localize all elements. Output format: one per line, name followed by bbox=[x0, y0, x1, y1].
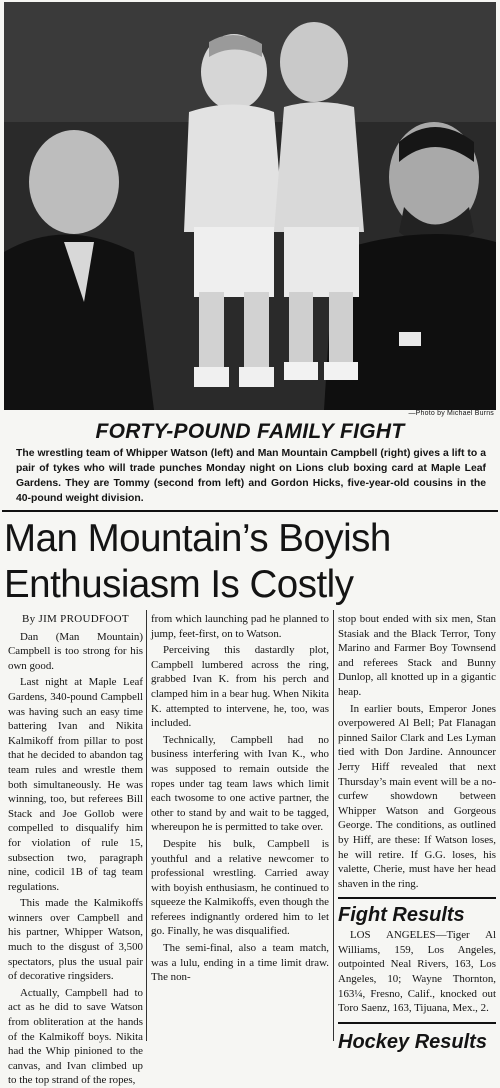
section-divider bbox=[338, 897, 496, 899]
section-divider bbox=[2, 510, 498, 512]
column-divider bbox=[333, 610, 334, 1041]
paragraph: The semi-final, also a team match, was a lulu, ending in a time limit draw. The non- bbox=[151, 942, 329, 984]
paragraph: stop bout ended with six men, Stan Stasiak and the Black Terror, Tony Marino and Farmer Boy Townsend and referees Stack and Bunny Dunlop, all knotted up in a gigantic heap. bbox=[338, 613, 496, 698]
caption-body: The wrestling team of Whipper Watson (left) and Man Mountain Campbell (right) gives a lift to a pair of tykes who will trade punches Monday night on Lions club boxing card at Maple Leaf Gardens. They are Tommy (second from left) and Gordon Hicks, five-year-old cousins in the 40-pound weight division. bbox=[16, 448, 486, 504]
paragraph: from which launching pad he planned to jump, feet-first, on to Watson. bbox=[151, 613, 329, 640]
paragraph: Actually, Campbell had to act as he did to save Watson from obliteration at the hands of the Kalmikoff boys. Nikita had the Whip pinioned to the canvas, and Ivan climbed up to the top strand of the ropes, bbox=[8, 986, 143, 1087]
caption-title: FORTY-POUND FAMILY FIGHT bbox=[95, 420, 405, 443]
byline: By JIM PROUDFOOT bbox=[22, 613, 129, 625]
fight-results-body: LOS ANGELES—Tiger Al Williams, 159, Los Angeles, outpointed Neal Rivers, 163, Los Angeles, 10; Wayne Thornton, 163¼, Fresno, Calif., knocked out Toro Saenz, 163, Tijuana, Mex., 2. bbox=[338, 929, 496, 1015]
wrestlers-photo-illustration bbox=[4, 2, 496, 410]
paragraph: Last night at Maple Leaf Gardens, 340-pound Campbell was having such an easy time battering Ivan and Nikita Kalmikoff from pillar to post that he decided to abandon tag team rules and wrestle them both simultaneously. He was winning, too, but referees Bill Stack and Joe Gollob were compelled to disqualify him for violation of rule 15, subsection two, paragraph nine, codicil 1B of tag team regulations. bbox=[8, 676, 143, 893]
paragraph: Technically, Campbell had no business interfering with Ivan K., who was supposed to remain outside the ropes under tag team laws which limit each twosome to one active partner, the other to stand by and wait to be tagged, whereupon he is permitted to take over. bbox=[151, 733, 329, 834]
article-column-1 bbox=[8, 612, 143, 1088]
paragraph: In earlier bouts, Emperor Jones overpowered Al Bell; Pat Flanagan pinned Sailor Clark and Les Lyman tied with Don Jardine. Announcer Jerry Hiff revealed that next Thursday’s main event will be a no-curfew showdown between Whipper Watson and Gorgeous George. The conditions, as outlined by Hiff, are these: If Watson loses, he will retire. If G.G. loses, his valette, Cherie, must have her head shaven in the ring. bbox=[338, 702, 496, 890]
article-column-2 bbox=[151, 612, 329, 985]
paragraph: Despite his bulk, Campbell is youthful and a relative newcomer to professional wrestling. Carried away with boyish enthusiasm, he continued to squeeze the Kalmikoffs, even though the referees indignantly ordered him to let go. Finally, he was disqualified. bbox=[151, 837, 329, 938]
paragraph: Perceiving this dastardly plot, Campbell lumbered across the ring, grabbed Ivan K. from his perch and clamped him in a bear hug. When Nikita K. attempted to intervene, he, too, was included. bbox=[151, 644, 329, 730]
paragraph: This made the Kalmikoffs winners over Campbell and his partner, Whipper Watson, much to the disgust of 3,500 spectators, plus the usual pair of decorative ringsiders. bbox=[8, 897, 143, 983]
headline-line-1: Man Mountain’s Boyish bbox=[4, 517, 391, 560]
news-photo bbox=[4, 2, 496, 410]
article-column-3 bbox=[338, 612, 496, 1054]
column-divider bbox=[146, 610, 147, 1041]
fight-results-title: Fight Results bbox=[338, 904, 465, 927]
section-divider bbox=[338, 1022, 496, 1024]
hockey-results-title: Hockey Results bbox=[338, 1030, 487, 1053]
headline bbox=[4, 516, 498, 608]
headline-line-2: Enthusiasm Is Costly bbox=[4, 563, 354, 606]
photo-credit: —Photo by Michael Burns bbox=[408, 410, 494, 417]
paragraph: Dan (Man Mountain) Campbell is too strong for his own good. bbox=[8, 630, 143, 672]
